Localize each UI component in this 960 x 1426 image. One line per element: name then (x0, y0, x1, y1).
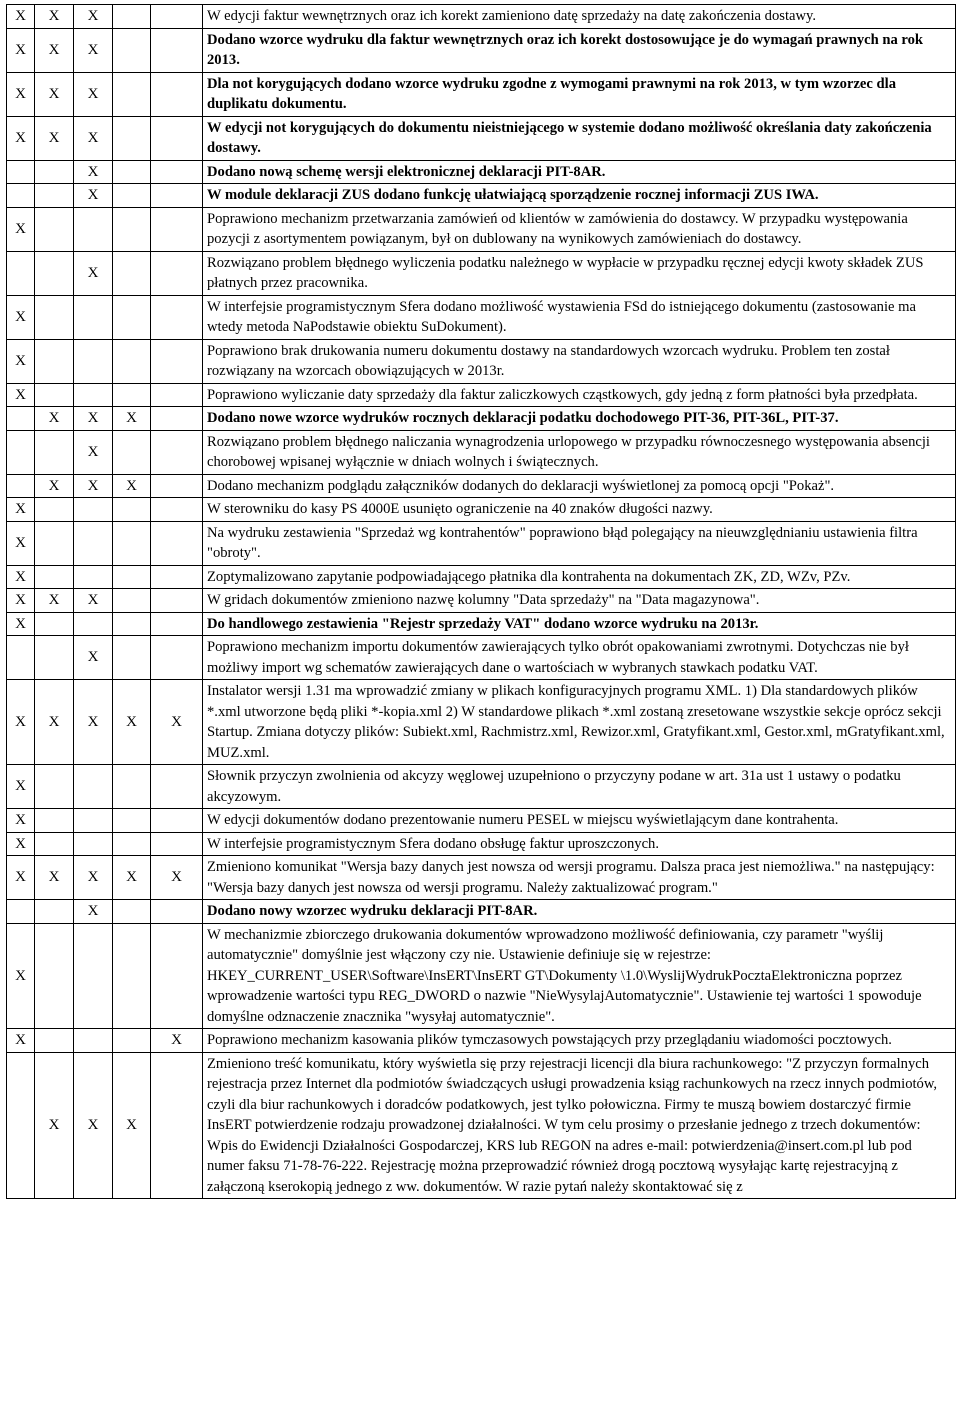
module-mark-cell (35, 1029, 74, 1053)
module-mark-cell (35, 251, 74, 295)
changelog-row (7, 521, 956, 565)
module-mark-cell (113, 589, 151, 613)
changelog-body (7, 5, 956, 1199)
module-mark-cell (35, 430, 74, 474)
change-description: Do handlowego zestawienia "Rejestr sprzedaży VAT" dodano wzorce wydruku na 2013r. (203, 612, 956, 636)
module-mark-cell: X (74, 680, 113, 765)
changelog-row (7, 207, 956, 251)
module-mark-cell: X (7, 589, 35, 613)
change-description: W module deklaracji ZUS dodano funkcję ułatwiającą sporządzenie rocznej informacji ZUS IWA. (203, 184, 956, 208)
changelog-row (7, 72, 956, 116)
module-mark-cell (113, 636, 151, 680)
module-mark-cell (113, 207, 151, 251)
change-description: Dla not korygujących dodano wzorce wydruku zgodne z wymogami prawnymi na rok 2013, w tym wzorzec dla duplikatu dokumentu. (203, 72, 956, 116)
changelog-row (7, 680, 956, 765)
change-description: Instalator wersji 1.31 ma wprowadzić zmiany w plikach konfiguracyjnych programu XML. 1) Dla standardowych plików *.xml utworzone będą pliki *-kopia.xml 2) W standardowe plikach *.xml zostaną zresetowane wszystkie sekcje oprócz sekcji Startup. Zmiana dotyczy plików: Subiekt.xml, Rachmistrz.xml, Rewizor.xml, Gratyfikant.xml, Gestor.xml, mGratyfikant.xml, MUZ.xml. (203, 680, 956, 765)
module-mark-cell: X (7, 1029, 35, 1053)
module-mark-cell: X (35, 28, 74, 72)
changelog-row (7, 636, 956, 680)
module-mark-cell: X (74, 407, 113, 431)
module-mark-cell: X (7, 72, 35, 116)
module-mark-cell (7, 430, 35, 474)
change-description: Dodano nowe wzorce wydruków rocznych deklaracji podatku dochodowego PIT-36, PIT-36L, PIT-37. (203, 407, 956, 431)
module-mark-cell (151, 565, 203, 589)
module-mark-cell (151, 295, 203, 339)
module-mark-cell: X (35, 116, 74, 160)
module-mark-cell (113, 5, 151, 29)
module-mark-cell (113, 565, 151, 589)
module-mark-cell: X (74, 72, 113, 116)
module-mark-cell (113, 809, 151, 833)
module-mark-cell (113, 900, 151, 924)
module-mark-cell (151, 765, 203, 809)
module-mark-cell: X (7, 856, 35, 900)
change-description: Poprawiono brak drukowania numeru dokumentu dostawy na standardowych wzorcach wydruku. Problem ten został rozwiązany na wzorcach obowiązujących w 2013r. (203, 339, 956, 383)
module-mark-cell: X (74, 116, 113, 160)
module-mark-cell (113, 116, 151, 160)
module-mark-cell (151, 612, 203, 636)
module-mark-cell (151, 251, 203, 295)
module-mark-cell (113, 765, 151, 809)
module-mark-cell (35, 339, 74, 383)
module-mark-cell (113, 339, 151, 383)
module-mark-cell (74, 923, 113, 1029)
module-mark-cell (151, 160, 203, 184)
module-mark-cell (151, 923, 203, 1029)
module-mark-cell: X (7, 295, 35, 339)
change-description: Słownik przyczyn zwolnienia od akcyzy węglowej uzupełniono o przyczyny podane w art. 31a ust 1 ustawy o podatku akcyzowym. (203, 765, 956, 809)
module-mark-cell (113, 430, 151, 474)
module-mark-cell (74, 832, 113, 856)
changelog-row (7, 383, 956, 407)
module-mark-cell (7, 900, 35, 924)
changelog-row (7, 900, 956, 924)
module-mark-cell: X (113, 856, 151, 900)
changelog-row (7, 809, 956, 833)
module-mark-cell: X (74, 28, 113, 72)
module-mark-cell: X (7, 28, 35, 72)
module-mark-cell (74, 383, 113, 407)
module-mark-cell: X (74, 900, 113, 924)
changelog-row (7, 474, 956, 498)
module-mark-cell (35, 923, 74, 1029)
module-mark-cell (113, 184, 151, 208)
module-mark-cell: X (7, 923, 35, 1029)
module-mark-cell: X (113, 680, 151, 765)
change-description: Na wydruku zestawienia "Sprzedaż wg kontrahentów" poprawiono błąd polegający na nieuwzględnianiu ustawienia filtra "obroty". (203, 521, 956, 565)
changelog-row (7, 765, 956, 809)
module-mark-cell (151, 72, 203, 116)
module-mark-cell (151, 383, 203, 407)
changelog-row (7, 295, 956, 339)
module-mark-cell (35, 765, 74, 809)
changelog-row (7, 160, 956, 184)
module-mark-cell: X (74, 430, 113, 474)
changelog-row (7, 407, 956, 431)
module-mark-cell: X (74, 589, 113, 613)
module-mark-cell (7, 160, 35, 184)
module-mark-cell: X (74, 1052, 113, 1199)
module-mark-cell (35, 612, 74, 636)
module-mark-cell (35, 383, 74, 407)
module-mark-cell (151, 5, 203, 29)
module-mark-cell (35, 565, 74, 589)
module-mark-cell (113, 28, 151, 72)
module-mark-cell: X (74, 184, 113, 208)
change-description: W mechanizmie zbiorczego drukowania dokumentów wprowadzono możliwość definiowania, czy parametr "wyślij automatycznie" domyślnie jest włączony czy nie. Ustawienie definiuje się w rejestrze: HKEY_CURRENT_USER\Software\InsERT\InsERT GT\Dokumenty \1.0\WyslijWydrukPocztaElektroniczna poprzez wprowadzenie wartości typu REG_DWORD o nazwie "NieWysylajAutomatycznie". Ustawienie tej wartości 1 spowoduje domyślne odznaczenie znacznika "wysyłaj automatycznie". (203, 923, 956, 1029)
change-description: Zoptymalizowano zapytanie podpowiadającego płatnika dla kontrahenta na dokumentach ZK, ZD, WZv, PZv. (203, 565, 956, 589)
module-mark-cell (151, 809, 203, 833)
module-mark-cell (7, 636, 35, 680)
module-mark-cell (113, 498, 151, 522)
module-mark-cell (35, 521, 74, 565)
changelog-row (7, 589, 956, 613)
change-description: Rozwiązano problem błędnego naliczania wynagrodzenia urlopowego w przypadku równoczesnego występowania absencji chorobowej wpisanej wyłącznie w dniach wolnych i świątecznych. (203, 430, 956, 474)
module-mark-cell (113, 1029, 151, 1053)
module-mark-cell (74, 565, 113, 589)
changelog-row (7, 923, 956, 1029)
module-mark-cell: X (7, 680, 35, 765)
module-mark-cell (151, 207, 203, 251)
module-mark-cell (35, 832, 74, 856)
change-description: Rozwiązano problem błędnego wyliczenia podatku należnego w wypłacie w przypadku ręcznej edycji kwoty składek ZUS płatnych przez pracownika. (203, 251, 956, 295)
module-mark-cell: X (35, 589, 74, 613)
module-mark-cell: X (7, 5, 35, 29)
module-mark-cell (74, 207, 113, 251)
changelog-row (7, 856, 956, 900)
change-description: W interfejsie programistycznym Sfera dodano możliwość wystawienia FSd do istniejącego dokumentu (zastosowanie ma wtedy metoda NaPodstawie obiektu SuDokument). (203, 295, 956, 339)
change-description: Dodano wzorce wydruku dla faktur wewnętrznych oraz ich korekt dostosowujące je do wymagań prawnych na rok 2013. (203, 28, 956, 72)
module-mark-cell (151, 430, 203, 474)
module-mark-cell: X (7, 383, 35, 407)
module-mark-cell: X (74, 251, 113, 295)
module-mark-cell: X (151, 856, 203, 900)
changelog-row (7, 1052, 956, 1199)
change-description: Zmieniono treść komunikatu, który wyświetla się przy rejestracji licencji dla biura rachunkowego: "Z przyczyn formalnych rejestracja przez Internet dla podmiotów świadczących usługi prowadzenia ksiąg rachunkowych na rzecz innych podmiotów, czyli dla biur rachunkowych i doradców podatkowych, jest tylko połowiczna. Firmy te muszą bowiem dostarczyć firmie InsERT potwierdzenie rodzaju prowadzonej działalności. W tym celu prosimy o przesłanie jednego z trzech dokumentów: Wpis do Ewidencji Działalności Gospodarczej, KRS lub REGON na adres e-mail: potwierdzenia@insert.com.pl lub pod numer faksu 71-78-76-222. Rejestrację można przeprowadzić również drogą pocztową wysyłając kartę rejestracyjną z załączoną kserokopią jednego z ww. dokumentów. W razie pytań należy skontaktować się z (203, 1052, 956, 1199)
change-description: Dodano mechanizm podglądu załączników dodanych do deklaracji wyświetlonej za pomocą opcji "Pokaż". (203, 474, 956, 498)
module-mark-cell (151, 1052, 203, 1199)
module-mark-cell (74, 1029, 113, 1053)
module-mark-cell: X (35, 407, 74, 431)
changelog-row (7, 5, 956, 29)
module-mark-cell: X (113, 474, 151, 498)
module-mark-cell: X (151, 1029, 203, 1053)
module-mark-cell: X (7, 116, 35, 160)
module-mark-cell (74, 765, 113, 809)
module-mark-cell (35, 207, 74, 251)
change-description: W edycji not korygujących do dokumentu nieistniejącego w systemie dodano możliwość określania daty zakończenia dostawy. (203, 116, 956, 160)
module-mark-cell (151, 498, 203, 522)
change-description: Dodano nową schemę wersji elektronicznej deklaracji PIT-8AR. (203, 160, 956, 184)
module-mark-cell: X (35, 856, 74, 900)
changelog-row (7, 184, 956, 208)
module-mark-cell (7, 184, 35, 208)
module-mark-cell: X (7, 339, 35, 383)
module-mark-cell: X (113, 407, 151, 431)
module-mark-cell: X (74, 5, 113, 29)
module-mark-cell (151, 900, 203, 924)
module-mark-cell (7, 1052, 35, 1199)
change-description: W edycji faktur wewnętrznych oraz ich korekt zamieniono datę sprzedaży na datę zakończenia dostawy. (203, 5, 956, 29)
module-mark-cell: X (7, 565, 35, 589)
module-mark-cell (35, 498, 74, 522)
module-mark-cell: X (35, 680, 74, 765)
module-mark-cell (151, 636, 203, 680)
module-mark-cell (113, 521, 151, 565)
module-mark-cell: X (74, 636, 113, 680)
module-mark-cell (74, 295, 113, 339)
module-mark-cell (74, 521, 113, 565)
module-mark-cell: X (151, 680, 203, 765)
module-mark-cell: X (74, 474, 113, 498)
module-mark-cell: X (35, 1052, 74, 1199)
module-mark-cell (74, 498, 113, 522)
module-mark-cell (74, 612, 113, 636)
module-mark-cell (7, 474, 35, 498)
change-description: Dodano nowy wzorzec wydruku deklaracji PIT-8AR. (203, 900, 956, 924)
change-description: Poprawiono mechanizm przetwarzania zamówień od klientów w zamówienia do dostawcy. W przypadku występowania pozycji z asortymentem powiązanym, był on dublowany na wynikowych zamówieniach do dostawcy. (203, 207, 956, 251)
module-mark-cell (151, 407, 203, 431)
change-description: W interfejsie programistycznym Sfera dodano obsługę faktur uproszczonych. (203, 832, 956, 856)
changelog-row (7, 430, 956, 474)
changelog-row (7, 116, 956, 160)
module-mark-cell (151, 184, 203, 208)
module-mark-cell (35, 295, 74, 339)
module-mark-cell (35, 900, 74, 924)
module-mark-cell (74, 809, 113, 833)
module-mark-cell (35, 184, 74, 208)
module-mark-cell (113, 383, 151, 407)
module-mark-cell (35, 809, 74, 833)
module-mark-cell: X (7, 521, 35, 565)
module-mark-cell (113, 612, 151, 636)
module-mark-cell: X (7, 809, 35, 833)
change-description: Poprawiono wyliczanie daty sprzedaży dla faktur zaliczkowych cząstkowych, gdy jedną z form płatności była przedpłata. (203, 383, 956, 407)
changelog-row (7, 498, 956, 522)
module-mark-cell (151, 28, 203, 72)
module-mark-cell (151, 832, 203, 856)
change-description: Poprawiono mechanizm kasowania plików tymczasowych powstających przy przeglądaniu wiadomości pocztowych. (203, 1029, 956, 1053)
module-mark-cell (113, 832, 151, 856)
module-mark-cell (113, 72, 151, 116)
module-mark-cell (35, 160, 74, 184)
module-mark-cell: X (74, 160, 113, 184)
changelog-row (7, 612, 956, 636)
module-mark-cell: X (35, 5, 74, 29)
change-description: W edycji dokumentów dodano prezentowanie numeru PESEL w miejscu wyświetlającym dane kontrahenta. (203, 809, 956, 833)
module-mark-cell: X (7, 612, 35, 636)
module-mark-cell: X (35, 72, 74, 116)
changelog-row (7, 832, 956, 856)
module-mark-cell (151, 589, 203, 613)
module-mark-cell (151, 521, 203, 565)
changelog-row (7, 251, 956, 295)
module-mark-cell (35, 636, 74, 680)
module-mark-cell: X (74, 856, 113, 900)
module-mark-cell (113, 251, 151, 295)
changelog-row (7, 339, 956, 383)
module-mark-cell (113, 160, 151, 184)
module-mark-cell (151, 339, 203, 383)
module-mark-cell: X (7, 498, 35, 522)
module-mark-cell: X (35, 474, 74, 498)
module-mark-cell (7, 251, 35, 295)
changelog-row (7, 28, 956, 72)
module-mark-cell: X (7, 832, 35, 856)
module-mark-cell (7, 407, 35, 431)
module-mark-cell: X (7, 765, 35, 809)
module-mark-cell: X (113, 1052, 151, 1199)
module-mark-cell (113, 295, 151, 339)
module-mark-cell (151, 474, 203, 498)
change-description: Zmieniono komunikat "Wersja bazy danych jest nowsza od wersji programu. Dalsza praca jest niemożliwa." na następujący: "Wersja bazy danych jest nowsza od wersji programu. Należy zaktualizować program." (203, 856, 956, 900)
change-description: W gridach dokumentów zmieniono nazwę kolumny "Data sprzedaży" na "Data magazynowa". (203, 589, 956, 613)
changelog-row (7, 565, 956, 589)
module-mark-cell (151, 116, 203, 160)
module-mark-cell (74, 339, 113, 383)
changelog-row (7, 1029, 956, 1053)
changelog-table (6, 4, 956, 1199)
change-description: W sterowniku do kasy PS 4000E usunięto ograniczenie na 40 znaków długości nazwy. (203, 498, 956, 522)
module-mark-cell (113, 923, 151, 1029)
module-mark-cell: X (7, 207, 35, 251)
change-description: Poprawiono mechanizm importu dokumentów zawierających tylko obrót opakowaniami zwrotnymi. Dotychczas nie był możliwy import wg schematów zawierających dane o wartościach w wybranych stawkach podatku VAT. (203, 636, 956, 680)
